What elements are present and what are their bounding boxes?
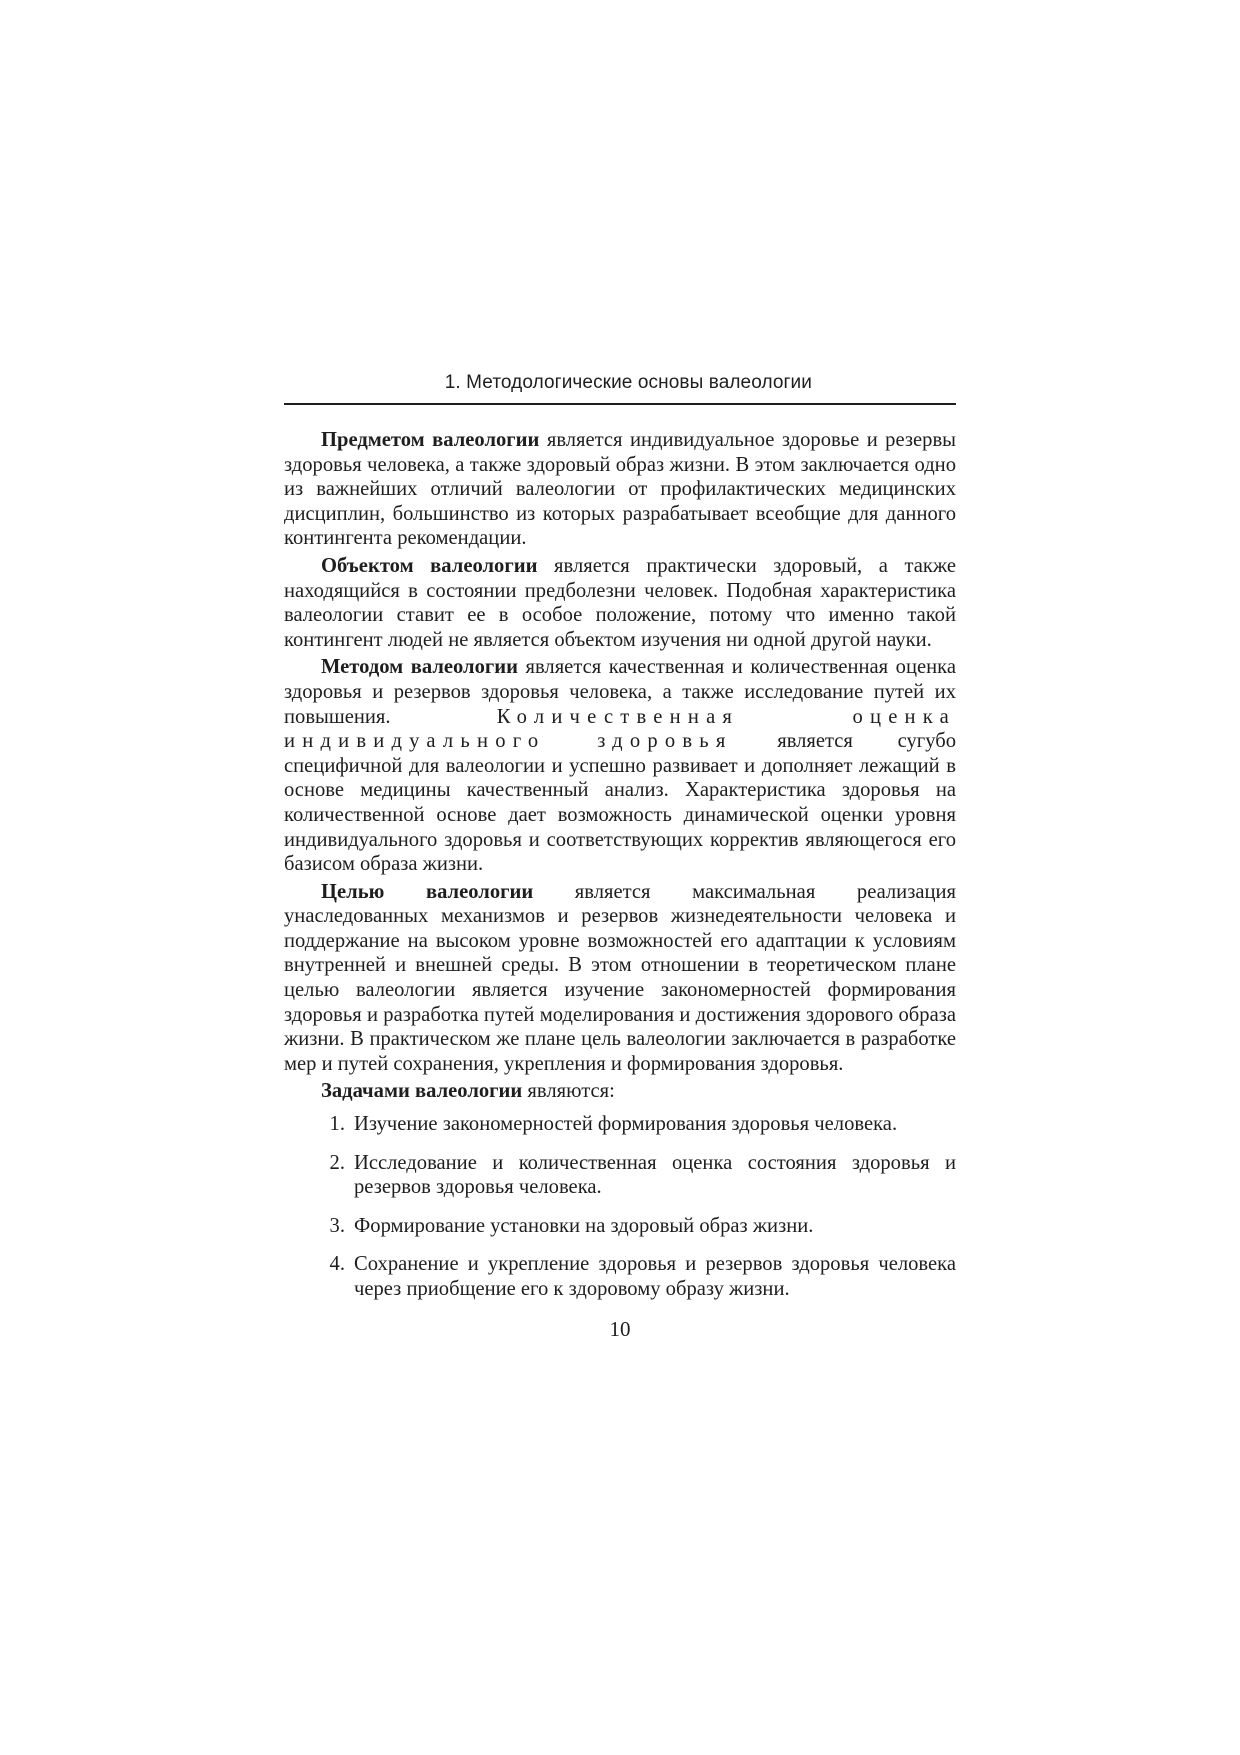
term-method: Методом валеологии — [321, 656, 518, 679]
list-item-text: Исследование и количественная оценка состояния здоровья и резервов здоровья человека. — [354, 1151, 956, 1199]
paragraph-method — [284, 655, 956, 876]
tasks-intro-text: являются: — [522, 1080, 615, 1103]
list-item — [284, 1151, 956, 1200]
paragraph-method-text-a: является качественная и количественная оценка здоровья и резервов здоровья человека, а также исследование путей их повышения. — [284, 656, 956, 728]
paragraph-object-text: является практически здоровый, а также находящийся в состоянии предболезни человек. Подобная характеристика валеологии ставит ее в особое положение, потому что именно такой контингент людей не является объектом изучения ни одной другой науки. — [284, 554, 956, 651]
list-item — [284, 1214, 956, 1239]
list-item-text: Сохранение и укрепление здоровья и резервов здоровья человека через приобщение его к здоровому образу жизни. — [354, 1253, 956, 1300]
list-item-number: 2. — [329, 1151, 345, 1174]
page-number: 10 — [609, 1316, 631, 1341]
term-object: Объектом валеологии — [321, 554, 538, 577]
term-subject: Предметом валеологии — [321, 429, 540, 451]
body-text — [284, 428, 956, 1342]
paragraph-goal — [284, 880, 956, 1077]
list-item — [284, 1112, 956, 1137]
term-tasks: Задачами валеологии — [321, 1080, 523, 1103]
paragraph-goal-text: является максимальная реализация унаследованных механизмов и резервов жизнедеятельности человека и поддержание на высоком уровне возможностей его адаптации к условиям внутренней и внешней среды. В этом отношении в теоретическом плане целью валеологии является изучение закономерностей формирования здоровья и разработка путей моделирования и достижения здорового образа жизни. В практическом же плане цель валеологии заключается в разработке мер и путей сохранения, укрепления и формирования здоровья. — [284, 880, 956, 1075]
tasks-intro — [284, 1079, 956, 1104]
spaced-emphasis: Количественная оценка индивидуального здоровья — [284, 705, 956, 753]
term-goal: Целью валеологии — [321, 880, 534, 903]
paragraph-subject — [284, 428, 956, 551]
paragraph-subject-text: является индивидуальное здоровье и резервы здоровья человека, а также здоровый образ жизни. В этом заключается одно из важнейших отличий валеологии от профилактических медицинских дисциплин, большинство из которых разрабатывает всеобщие для данного контингента рекомендации. — [284, 429, 957, 550]
paragraph-method-text-b: является сугубо специфичной для валеологии и успешно развивает и дополняет лежащий в основе медицины качественный анализ. Характеристика здоровья на количественной основе дает возможность динамической оценки уровня индивидуального здоровья и соответствующих корректив являющегося его базисом образа жизни. — [284, 730, 956, 876]
list-item-text: Формирование установки на здоровый образ жизни. — [354, 1214, 814, 1237]
list-item — [284, 1252, 956, 1301]
list-item-number: 4. — [329, 1253, 345, 1276]
list-item-text: Изучение закономерностей формирования здоровья человека. — [354, 1113, 898, 1136]
running-header: 1. Методологические основы валеологии — [284, 372, 956, 405]
tasks-list — [284, 1112, 956, 1302]
list-item-number: 1. — [329, 1113, 345, 1136]
paragraph-object — [284, 554, 956, 652]
book-page — [284, 372, 956, 1342]
list-item-number: 3. — [329, 1214, 345, 1237]
